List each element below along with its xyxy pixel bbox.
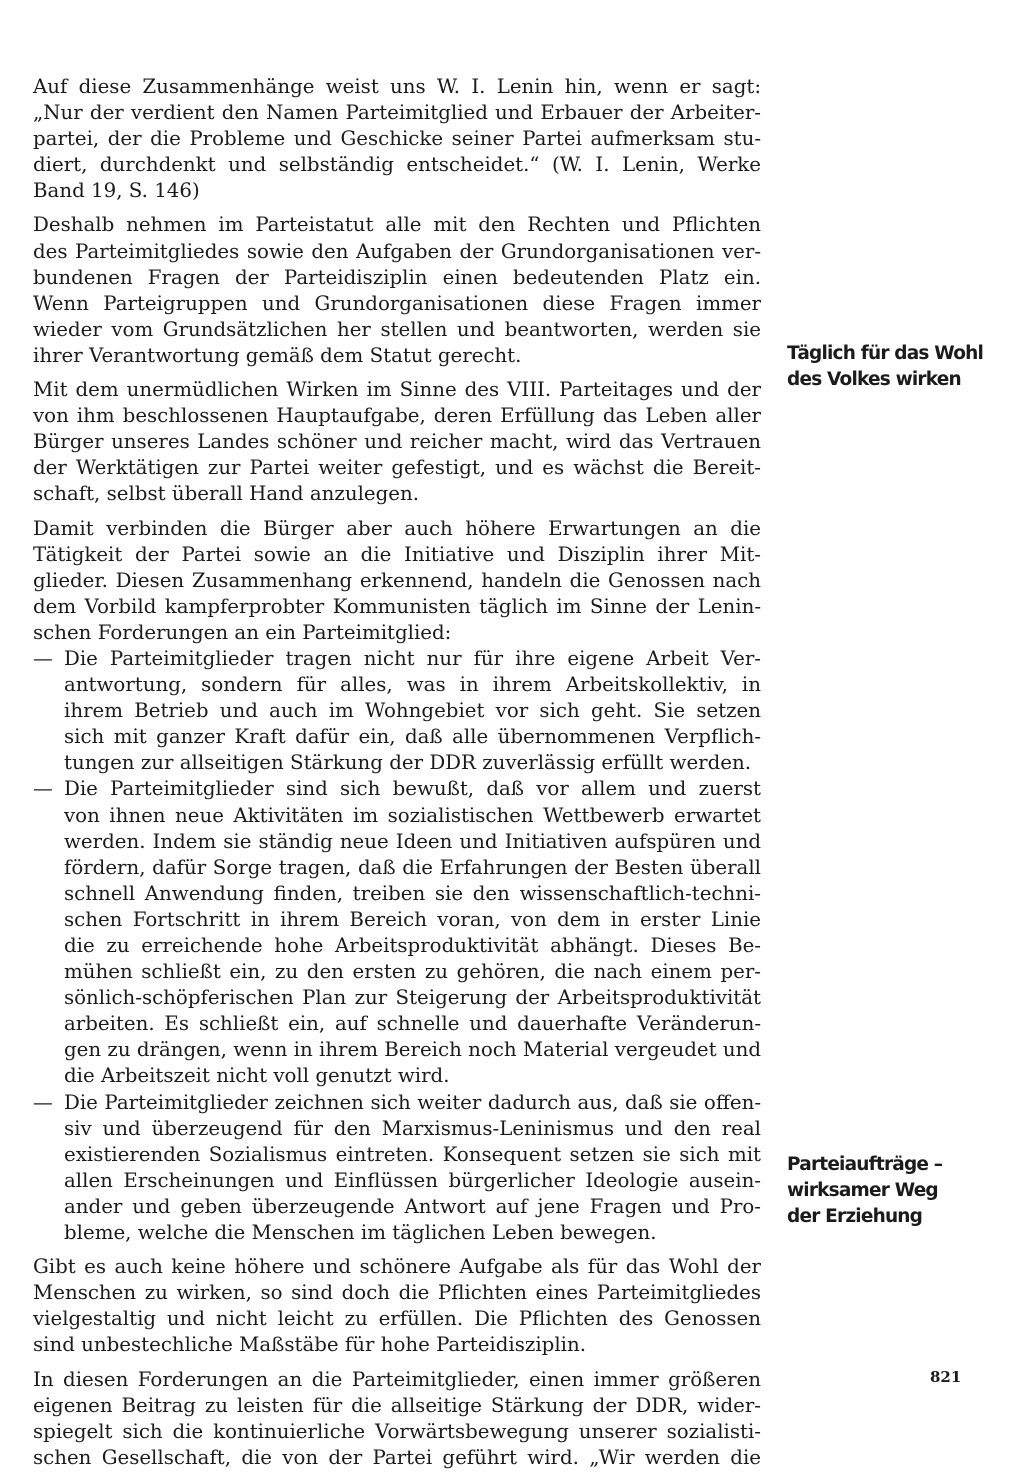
- text-line: Band 19, S. 146): [33, 179, 200, 203]
- text-line: von ihnen neue Aktivitäten im sozialistischen Wettbewerb erwartet: [64, 803, 761, 827]
- text-line: allen Erscheinungen und Einflüssen bürgerlicher Ideologie ausein-: [64, 1168, 761, 1192]
- margin-heading-line: Parteiaufträge –: [787, 1154, 943, 1175]
- text-line: die Arbeitszeit nicht voll genutzt wird.: [64, 1064, 450, 1088]
- list-item: [33, 1090, 761, 1247]
- text-line: arbeiten. Es schließt ein, auf schnelle und dauerhafte Veränderun-: [64, 1012, 761, 1036]
- text-line: des Parteimitgliedes sowie den Aufgaben der Grundorganisationen ver-: [33, 239, 761, 263]
- text-line: Wenn Parteigruppen und Grundorganisationen diese Fragen immer: [33, 291, 761, 315]
- text-line: ihrer Verantwortung gemäß dem Statut gerecht.: [33, 343, 522, 367]
- text-line: partei, der die Probleme und Geschicke seiner Partei aufmerksam stu-: [33, 127, 761, 151]
- text-line: Die Parteimitglieder sind sich bewußt, daß vor allem und zuerst: [64, 777, 761, 801]
- text-line: schnell Anwendung finden, treiben sie den wissenschaftlich-techni-: [64, 881, 761, 905]
- text-line: „Nur der verdient den Namen Parteimitglied und Erbauer der Arbeiter-: [33, 101, 761, 125]
- text-line: gen zu drängen, wenn in ihrem Bereich noch Material vergeudet und: [64, 1038, 761, 1062]
- text-line: glieder. Diesen Zusammenhang erkennend, handeln die Genossen nach: [33, 568, 761, 592]
- text-line: Menschen zu wirken, so sind doch die Pflichten eines Parteimitgliedes: [33, 1281, 761, 1305]
- dash-bullet: —: [33, 777, 53, 801]
- dash-bullet: —: [33, 646, 53, 670]
- paragraph-parteitag: [33, 377, 761, 507]
- paragraph-erwartungen: [33, 516, 761, 646]
- text-line: die zu erreichende hohe Arbeitsproduktivität abhängt. Dieses Be-: [64, 934, 761, 957]
- text-line: Die Parteimitglieder tragen nicht nur für ihre eigene Arbeit Ver-: [64, 646, 761, 670]
- page-number: 821: [930, 1368, 962, 1386]
- text-line: dem Vorbild kampferprobter Kommunisten täglich im Sinne der Lenin-: [33, 594, 761, 618]
- text-line: bundenen Fragen der Parteidisziplin einen bedeutenden Platz ein.: [33, 265, 761, 289]
- text-line: mühen schließt ein, zu den ersten zu gehören, die nach einem per-: [64, 960, 761, 984]
- text-line: Mit dem unermüdlichen Wirken im Sinne des VIII. Parteitages und der: [33, 378, 761, 402]
- text-line: der Werktätigen zur Partei weiter gefestigt, und es wächst die Bereit-: [33, 456, 761, 480]
- text-line: existierenden Sozialismus eintreten. Konsequent setzen sie sich mit: [64, 1142, 761, 1166]
- text-line: ander und geben überzeugende Antwort auf jene Fragen und Pro-: [64, 1194, 761, 1218]
- text-line: von ihm beschlossenen Hauptaufgabe, deren Erfüllung das Leben aller: [33, 404, 761, 428]
- paragraph-parteistatut: [33, 212, 761, 369]
- text-line: spiegelt sich die kontinuierliche Vorwärtsbewegung unserer sozialisti-: [33, 1419, 761, 1443]
- text-line: sich mit ganzer Kraft dafür ein, daß alle übernommenen Verpflich-: [64, 725, 761, 749]
- text-line: Die Parteimitglieder zeichnen sich weiter dadurch aus, daß sie offen-: [64, 1090, 761, 1114]
- list-item: [33, 646, 761, 776]
- paragraph-pflichten: [33, 1254, 761, 1358]
- margin-heading-line: Täglich für das Wohl: [787, 343, 984, 364]
- paragraph-forderungen: [33, 1367, 761, 1471]
- text-line: vielgestaltig und nicht leicht zu erfüllen. Die Pflichten des Genossen: [33, 1307, 761, 1331]
- text-line: schaft, selbst überall Hand anzulegen.: [33, 482, 420, 506]
- text-line: wieder vom Grundsätzlichen her stellen und beantworten, werden sie: [33, 317, 761, 341]
- text-line: diert, durchdenkt und selbständig entscheidet.“ (W. I. Lenin, Werke: [33, 153, 761, 177]
- margin-heading-line: wirksamer Weg: [787, 1180, 938, 1201]
- text-line: werden. Indem sie ständig neue Ideen und Initiativen aufspüren und: [64, 829, 761, 853]
- text-line: Gibt es auch keine höhere und schönere Aufgabe als für das Wohl der: [33, 1255, 761, 1279]
- text-line: ihrem Betrieb und auch im Wohngebiet vor sich geht. Sie setzen: [64, 699, 761, 723]
- margin-heading-parteiauftraege: [787, 1152, 997, 1230]
- main-text-column: [33, 74, 761, 1479]
- text-line: siv und überzeugend für den Marxismus-Leninismus und den real: [64, 1116, 761, 1140]
- text-line: schen Forderungen an ein Parteimitglied:: [33, 620, 452, 644]
- text-line: fördern, dafür Sorge tragen, daß die Erfahrungen der Besten überall: [64, 855, 761, 879]
- text-line: In diesen Forderungen an die Parteimitglieder, einen immer größeren: [33, 1367, 761, 1391]
- text-line: eigenen Beitrag zu leisten für die allseitige Stärkung der DDR, wider-: [33, 1393, 761, 1417]
- text-line: Damit verbinden die Bürger aber auch höhere Erwartungen an die: [33, 516, 761, 540]
- text-line: tungen zur allseitigen Stärkung der DDR zuverlässig erfüllt werden.: [64, 751, 752, 775]
- text-line: Deshalb nehmen im Parteistatut alle mit den Rechten und Pflichten: [33, 213, 761, 237]
- text-line: sind unbestechliche Maßstäbe für hohe Parteidisziplin.: [33, 1333, 586, 1357]
- list-item: [33, 776, 761, 1089]
- text-line: sönlich-schöpferischen Plan zur Steigerung der Arbeitsproduktivität: [64, 986, 761, 1010]
- text-line: schen Gesellschaft, die von der Partei geführt wird. „Wir werden die: [33, 1445, 761, 1469]
- margin-heading-wohl-des-volkes: [787, 341, 997, 393]
- text-line: Bürger unseres Landes schöner und reicher macht, wird das Vertrauen: [33, 430, 761, 454]
- text-line: schen Fortschritt in ihrem Bereich voran, von dem in erster Linie: [64, 907, 761, 931]
- text-line: Tätigkeit der Partei sowie an die Initiative und Disziplin ihrer Mit-: [33, 542, 761, 566]
- margin-heading-line: des Volkes wirken: [787, 369, 961, 390]
- text-line: bleme, welche die Menschen im täglichen Leben bewegen.: [64, 1221, 657, 1245]
- paragraph-lenin-quote: [33, 74, 761, 204]
- dash-bullet: —: [33, 1090, 53, 1114]
- text-line: antwortung, sondern für alles, was in ihrem Arbeitskollektiv, in: [64, 673, 761, 697]
- margin-heading-line: der Erziehung: [787, 1206, 923, 1227]
- text-line: Auf diese Zusammenhänge weist uns W. I. Lenin hin, wenn er sagt:: [33, 75, 761, 98]
